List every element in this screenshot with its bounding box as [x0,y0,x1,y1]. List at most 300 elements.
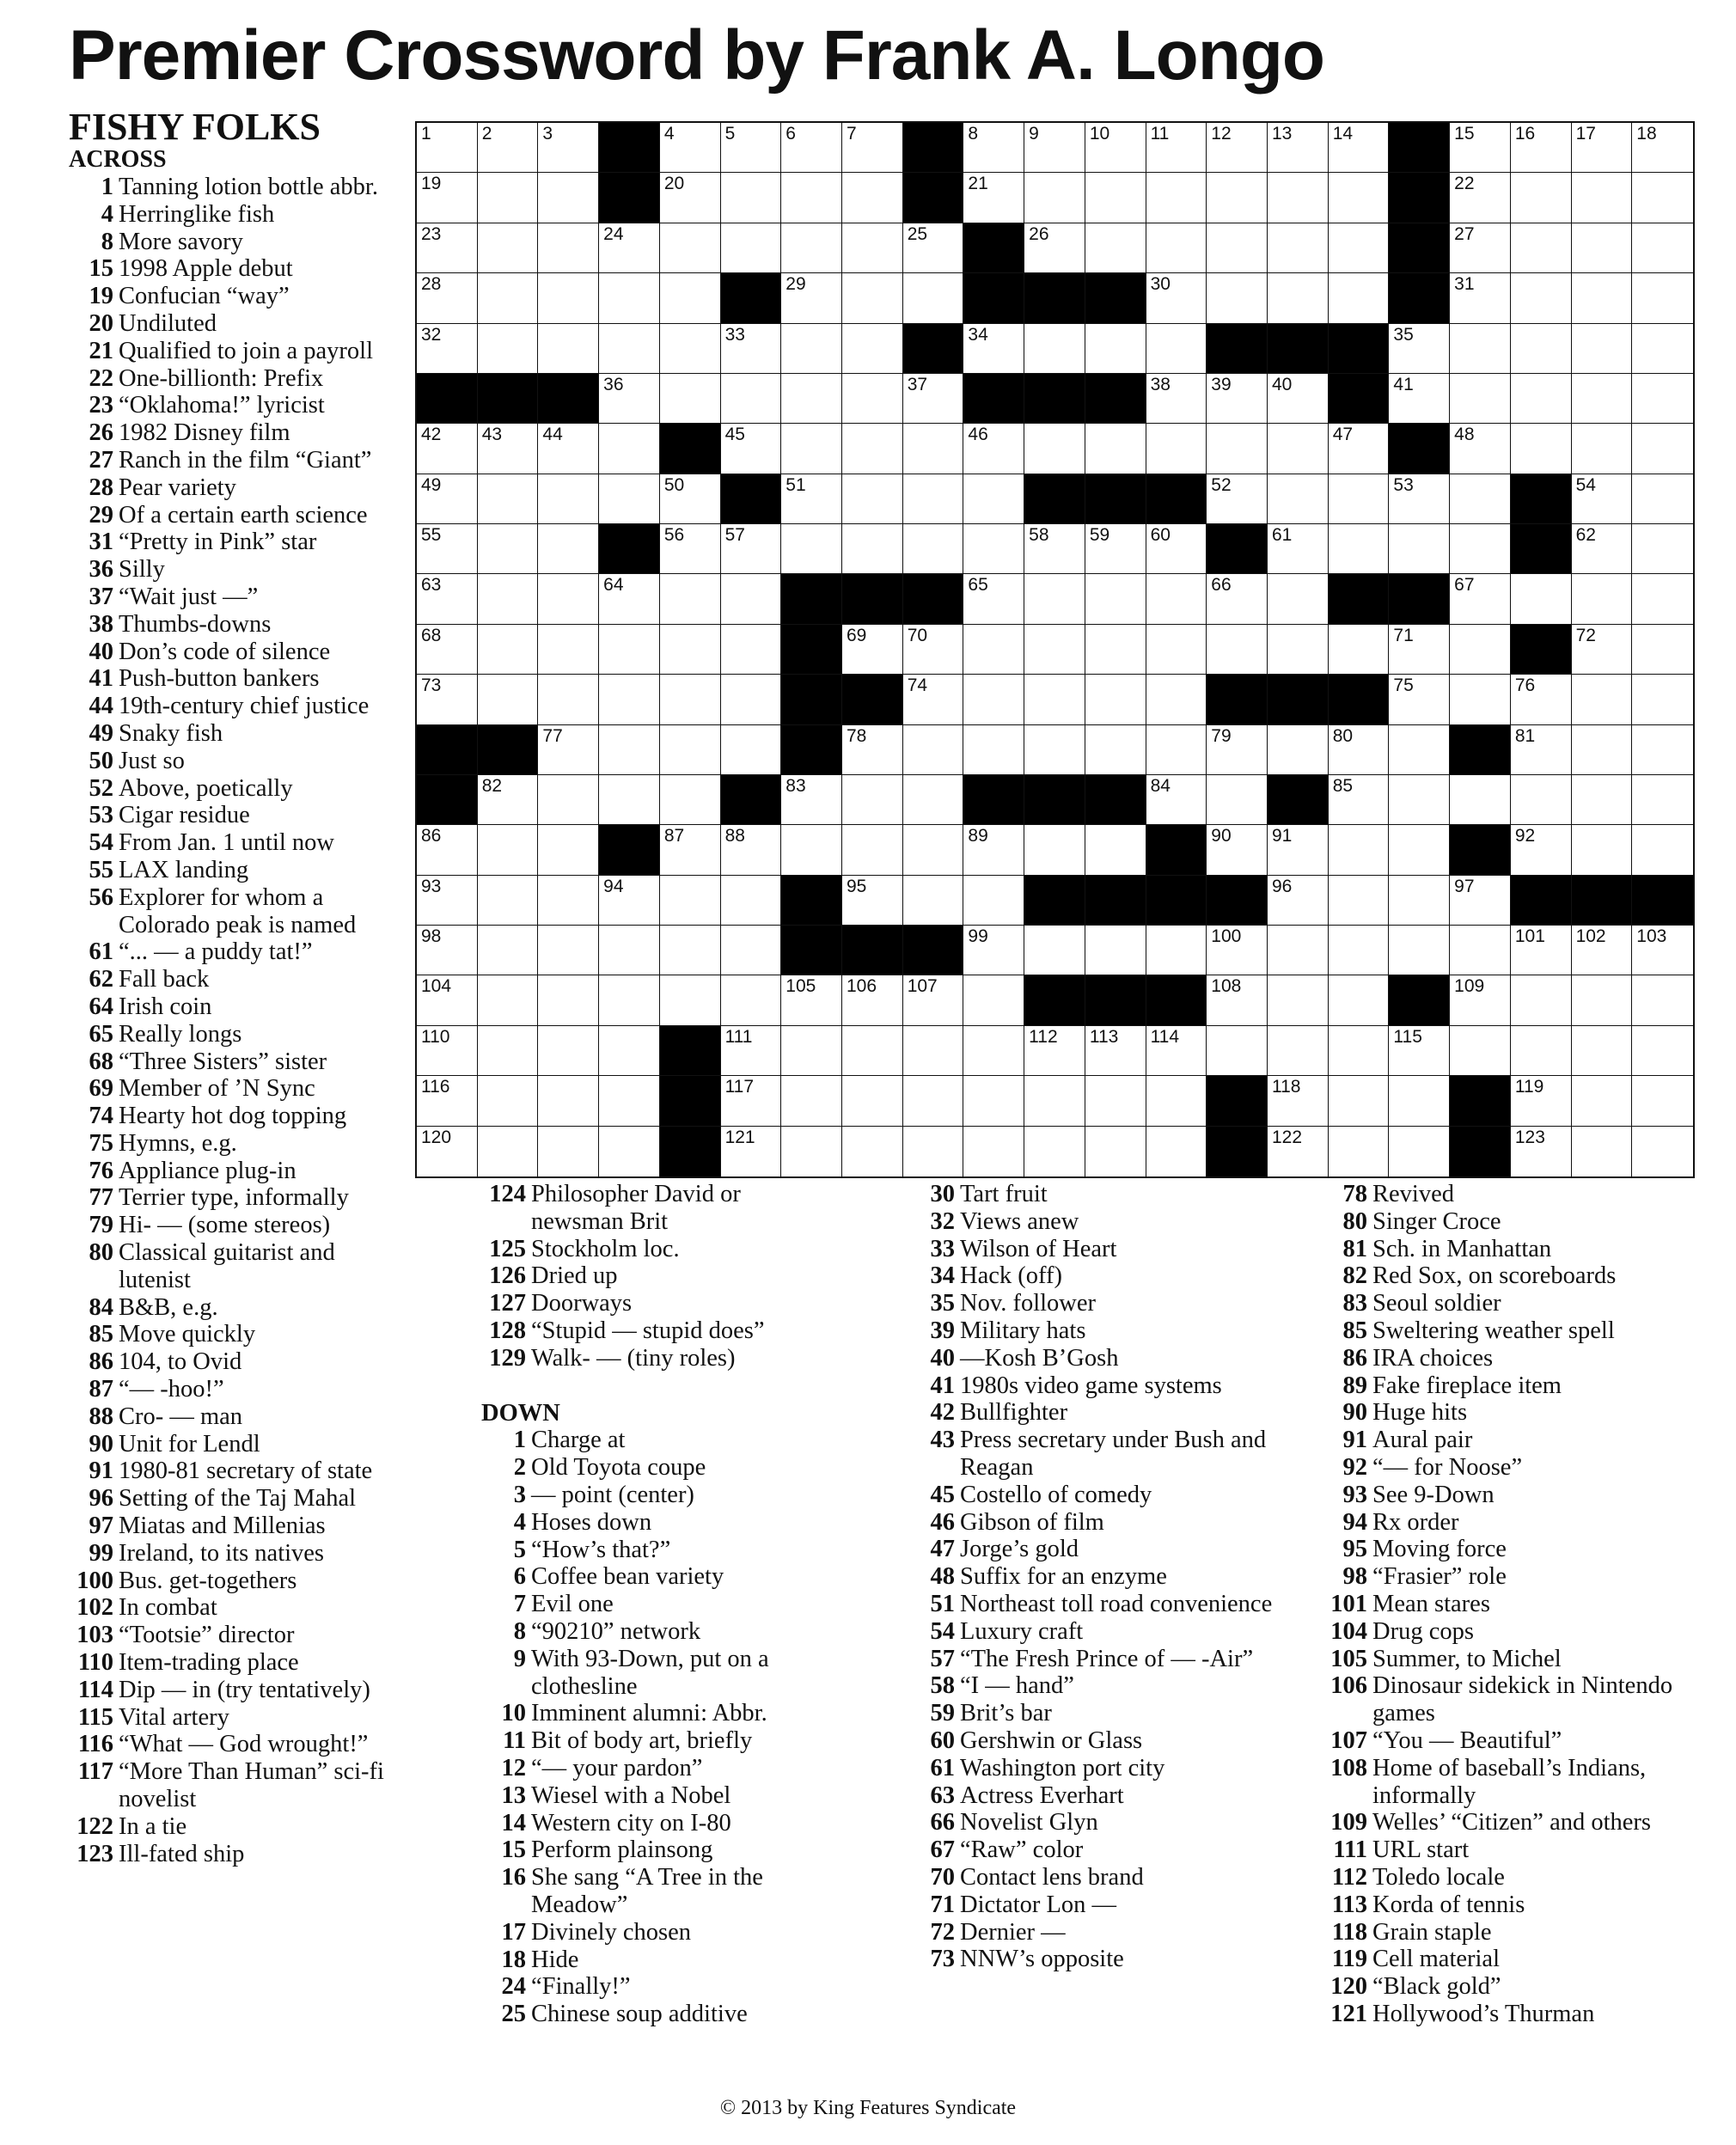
grid-cell [842,775,903,825]
across-clue [69,693,395,720]
clue-text: Summer, to Michel [1372,1645,1562,1672]
clue-num: 54 [89,829,113,857]
down-clue [481,1782,834,1810]
grid-cell [1389,926,1450,975]
grid-cell [599,625,660,675]
clue-num: 124 [489,1181,526,1207]
clue-num: 95 [1342,1536,1367,1563]
across-clue [69,474,395,502]
clue-number: 72 [1575,625,1596,645]
black-square [1085,775,1146,825]
grid-cell [538,876,599,926]
clue-num: 110 [77,1649,113,1677]
clue-text: Cell material [1372,1946,1500,1973]
down-clue [1319,1563,1715,1591]
clue-number: 49 [421,474,442,495]
grid-cell [1511,1026,1572,1076]
grid-cell [660,775,721,825]
grid-cell [721,173,782,223]
clue-num: 88 [89,1402,113,1430]
clue-number: 6 [785,124,796,144]
clue-num: 116 [77,1731,113,1758]
down-clues-column-3 [1319,1181,1715,2028]
clue-text: Hack (off) [960,1262,1062,1290]
black-square [1389,574,1450,624]
clue-text: Toledo locale [1372,1863,1505,1891]
clue-text: Moving force [1372,1536,1507,1563]
grid-cell [721,625,782,675]
clue-number: 26 [1029,223,1049,244]
down-clue [481,1509,834,1537]
grid-cell [417,324,478,374]
clue-text: Chinese soup additive [531,2001,748,2028]
down-clue [1319,1399,1715,1427]
grid-cell [781,1127,842,1176]
black-square [1024,273,1085,323]
down-clue [908,1345,1287,1372]
clue-number: 108 [1211,976,1242,997]
grid-cell [1207,1026,1268,1076]
clue-text: — point (center) [531,1481,694,1508]
down-clue [481,1755,834,1782]
grid-cell [1450,273,1511,323]
grid-cell [1207,273,1268,323]
black-square [781,675,842,724]
down-clue [908,1262,1287,1290]
clue-num: 33 [930,1235,955,1262]
clue-number: 66 [1211,575,1232,596]
clue-text: She sang “A Tree in the Meadow” [531,1864,763,1918]
clue-text: “Frasier” role [1372,1563,1507,1591]
grid-cell [1146,926,1207,975]
black-square [1511,524,1572,574]
clue-number: 12 [1211,124,1232,144]
clue-number: 112 [1029,1026,1058,1047]
clue-num: 41 [930,1372,955,1399]
grid-cell [963,926,1024,975]
clue-num: 55 [89,856,113,883]
clue-number: 4 [663,124,675,144]
clue-text: Undiluted [119,309,217,337]
grid-cell [842,876,903,926]
clue-number: 2 [481,124,492,144]
clue-text: “What — God wrought!” [119,1731,369,1758]
black-square [1389,273,1450,323]
black-square [1146,975,1207,1025]
across-clue [69,1841,395,1868]
black-square [842,574,903,624]
grid-cell [781,424,842,474]
down-clue [908,1536,1287,1563]
grid-cell [842,324,903,374]
clue-number: 30 [1150,274,1171,295]
black-square [1268,324,1329,374]
grid-cell [1024,1076,1085,1126]
across-clue [69,1376,395,1403]
clue-text: Actress Everhart [960,1781,1124,1809]
clue-num: 60 [930,1726,955,1754]
clue-num: 42 [930,1399,955,1427]
across-clue [69,1212,395,1239]
down-clue [908,1700,1287,1727]
across-clue [69,829,395,857]
clue-num: 107 [1330,1726,1367,1754]
clue-number: 50 [663,474,685,495]
clue-number: 3 [542,124,553,144]
clue-text: “Wait just —” [119,583,259,610]
grid-cell [1572,524,1633,574]
black-square [1085,374,1146,424]
grid-cell [1146,424,1207,474]
clue-number: 13 [1272,124,1293,144]
clue-text: Hollywood’s Thurman [1372,2000,1595,2027]
grid-cell [660,926,721,975]
grid-cell [963,424,1024,474]
grid-cell [1024,123,1085,173]
grid-cell [1572,574,1633,624]
clue-number: 61 [1272,525,1293,546]
grid-cell [1632,424,1693,474]
black-square [963,223,1024,273]
clue-num: 112 [1331,1863,1367,1891]
clue-text: Bullfighter [960,1399,1068,1427]
clue-text: Suffix for an enzyme [960,1563,1167,1591]
down-clue [481,1864,834,1919]
grid-cell [903,223,964,273]
clue-number: 70 [907,625,928,645]
clue-number: 103 [1636,926,1667,947]
clue-number: 92 [1514,826,1536,846]
grid-cell [1085,1026,1146,1076]
clue-text: Western city on I-80 [531,1809,731,1836]
clue-num: 128 [489,1317,526,1344]
grid-cell [1450,424,1511,474]
clue-num: 80 [89,1239,113,1267]
grid-cell [903,374,964,424]
grid-cell [781,324,842,374]
grid-cell [1450,474,1511,524]
clue-number: 114 [1150,1026,1180,1047]
grid-cell [963,825,1024,875]
clue-num: 97 [89,1512,113,1540]
down-clue [1319,1181,1715,1208]
clue-num: 96 [89,1485,113,1512]
clue-number: 56 [663,525,685,546]
clue-number: 101 [1514,926,1545,947]
grid-cell [478,1076,539,1126]
grid-cell [538,1076,599,1126]
down-clue [481,1810,834,1837]
down-clue [908,1236,1287,1263]
grid-cell [417,574,478,624]
grid-cell [1085,324,1146,374]
clue-number: 15 [1454,124,1475,144]
clue-num: 77 [89,1184,113,1212]
across-clue [481,1181,834,1236]
across-clue [69,556,395,584]
clue-num: 19 [89,283,113,310]
clue-number: 107 [907,976,938,997]
grid-cell [599,1076,660,1126]
clue-text: NNW’s opposite [960,1946,1124,1973]
grid-cell [1024,825,1085,875]
grid-cell [1146,574,1207,624]
clue-num: 113 [1331,1891,1367,1918]
grid-cell [599,474,660,524]
across-clue [69,338,395,365]
clue-num: 63 [930,1781,955,1809]
grid-cell [1146,173,1207,223]
down-clue [481,1700,834,1727]
across-clue [69,447,395,474]
clue-number: 99 [968,926,988,947]
grid-cell [1450,574,1511,624]
grid-cell [1511,173,1572,223]
clue-num: 57 [930,1645,955,1672]
clue-num: 43 [930,1427,955,1454]
clue-number: 115 [1393,1026,1422,1047]
clue-text: Push-button bankers [119,665,320,693]
clue-num: 52 [89,774,113,802]
clue-num: 127 [489,1290,526,1317]
clue-number: 24 [603,223,624,244]
clue-text: Huge hits [1372,1399,1468,1427]
grid-cell [1329,876,1390,926]
clue-text: Irish coin [119,993,212,1020]
clue-text: Nov. follower [960,1290,1097,1317]
clue-num: 41 [89,665,113,693]
clue-num: 85 [1342,1317,1367,1344]
clue-number: 41 [1393,374,1414,394]
black-square [1207,524,1268,574]
clue-num: 28 [89,474,113,501]
grid-cell [721,975,782,1025]
clue-text: Dictator Lon — [960,1891,1117,1918]
clue-num: 35 [930,1290,955,1317]
clue-num: 12 [501,1754,526,1781]
clue-num: 64 [89,993,113,1020]
clue-number: 40 [1272,374,1293,394]
clue-text: 1980-81 secretary of state [119,1458,373,1485]
grid-cell [1572,675,1633,724]
clue-number: 43 [481,425,503,445]
clue-text: Hi- — (some stereos) [119,1212,331,1239]
clue-text: Jorge’s gold [960,1536,1079,1563]
clue-text: Hearty hot dog topping [119,1103,347,1130]
across-clue [69,1130,395,1158]
down-clue [908,1399,1287,1427]
down-clue [1319,1208,1715,1236]
clue-text: Red Sox, on scoreboards [1372,1262,1617,1290]
clue-number: 113 [1089,1026,1119,1047]
across-clue [69,1103,395,1130]
clue-number: 69 [847,625,867,645]
down-clue [1319,1427,1715,1454]
grid-cell [1389,1127,1450,1176]
down-clue [1319,1809,1715,1836]
grid-cell [1207,574,1268,624]
clue-num: 3 [513,1481,526,1508]
down-clue [908,1208,1287,1236]
clue-text: Of a certain earth science [119,501,368,529]
grid-cell [1085,524,1146,574]
clue-number: 37 [907,374,928,394]
grid-cell [963,1076,1024,1126]
black-square [1024,775,1085,825]
grid-cell [660,123,721,173]
down-clue [1319,1345,1715,1372]
down-clue [1319,1290,1715,1317]
down-clue [908,1836,1287,1864]
across-clue [69,938,395,966]
grid-cell [1632,223,1693,273]
black-square [721,775,782,825]
grid-cell [1389,374,1450,424]
grid-cell [842,725,903,775]
down-clue [908,1864,1287,1891]
black-square [599,524,660,574]
clue-text: “Tootsie” director [119,1622,295,1649]
grid-cell [1268,273,1329,323]
grid-cell [1024,574,1085,624]
grid-cell [1632,625,1693,675]
clue-num: 100 [76,1567,113,1594]
black-square [1146,825,1207,875]
clue-text: Imminent alumni: Abbr. [531,1700,767,1727]
clue-text: LAX landing [119,856,249,883]
across-clue [69,174,395,201]
grid-cell [599,424,660,474]
clue-number: 116 [421,1077,450,1097]
grid-cell [1572,374,1633,424]
grid-cell [1329,625,1390,675]
clue-num: 87 [89,1376,113,1403]
clue-text: Move quickly [119,1321,256,1348]
clue-number: 75 [1393,675,1414,696]
grid-cell [660,374,721,424]
down-clue [481,1836,834,1864]
clue-num: 46 [930,1508,955,1536]
down-clue [1319,1591,1715,1618]
across-clue [69,1649,395,1677]
grid-cell [1632,374,1693,424]
clue-text: Thumbs-downs [119,610,272,638]
grid-cell [1389,725,1450,775]
grid-cell [1085,675,1146,724]
clue-text: Member of ’N Sync [119,1075,315,1103]
black-square [903,123,964,173]
grid-cell [660,324,721,374]
black-square [599,825,660,875]
grid-cell [903,825,964,875]
clue-number: 58 [1029,525,1049,546]
grid-cell [478,123,539,173]
clue-text: Snaky fish [119,719,223,747]
clue-num: 126 [489,1262,526,1290]
grid-cell [963,324,1024,374]
clue-text: “Stupid — stupid does” [531,1317,765,1344]
grid-cell [1389,474,1450,524]
clue-num: 91 [89,1458,113,1485]
grid-cell [721,574,782,624]
clue-text: From Jan. 1 until now [119,829,334,857]
clue-text: Home of baseball’s Indians, informally [1372,1754,1647,1809]
grid-cell [599,975,660,1025]
down-clue [908,1427,1287,1482]
across-clue [69,966,395,993]
grid-cell [478,223,539,273]
grid-cell [1207,775,1268,825]
black-square [963,273,1024,323]
clue-number: 9 [1029,124,1039,144]
clue-num: 7 [513,1591,526,1618]
grid-cell [1207,825,1268,875]
grid-cell [842,424,903,474]
down-clue [1319,1919,1715,1946]
grid-cell [1207,374,1268,424]
down-clue [908,1591,1287,1618]
grid-cell [963,975,1024,1025]
grid-cell [842,123,903,173]
across-clue [481,1262,834,1290]
black-square [1085,273,1146,323]
grid-cell [417,474,478,524]
down-clues-column-1 [481,1427,834,2028]
clue-num: 108 [1330,1754,1367,1781]
clue-num: 11 [503,1727,526,1755]
clue-number: 86 [421,826,442,846]
across-clue [69,1048,395,1076]
across-clue [481,1290,834,1317]
across-clue [69,365,395,393]
clue-text: “— for Noose” [1372,1453,1523,1481]
clue-num: 17 [501,1918,526,1946]
clue-num: 99 [89,1539,113,1567]
clue-num: 123 [76,1840,113,1867]
across-clue [69,720,395,748]
grid-cell [478,926,539,975]
grid-cell [1329,926,1390,975]
clue-number: 22 [1454,174,1475,194]
grid-cell [599,324,660,374]
grid-cell [903,975,964,1025]
grid-cell [842,374,903,424]
clue-number: 117 [724,1077,755,1097]
clue-text: Hoses down [531,1508,652,1536]
grid-cell [417,876,478,926]
clue-text: 104, to Ovid [119,1348,242,1376]
grid-cell [1511,975,1572,1025]
grid-cell [903,625,964,675]
clue-num: 114 [77,1676,113,1703]
grid-cell [478,876,539,926]
clue-text: “90210” network [531,1617,701,1645]
black-square [1329,574,1390,624]
grid-cell [1450,524,1511,574]
grid-cell [478,574,539,624]
clue-number: 14 [1332,124,1354,144]
black-square [781,625,842,675]
clue-number: 91 [1272,826,1293,846]
grid-cell [1329,1127,1390,1176]
black-square [721,273,782,323]
grid-cell [1511,725,1572,775]
down-clue [1319,1454,1715,1482]
grid-cell [599,374,660,424]
clue-num: 2 [513,1454,526,1482]
clue-num: 90 [1342,1399,1367,1427]
down-clue [908,1891,1287,1919]
